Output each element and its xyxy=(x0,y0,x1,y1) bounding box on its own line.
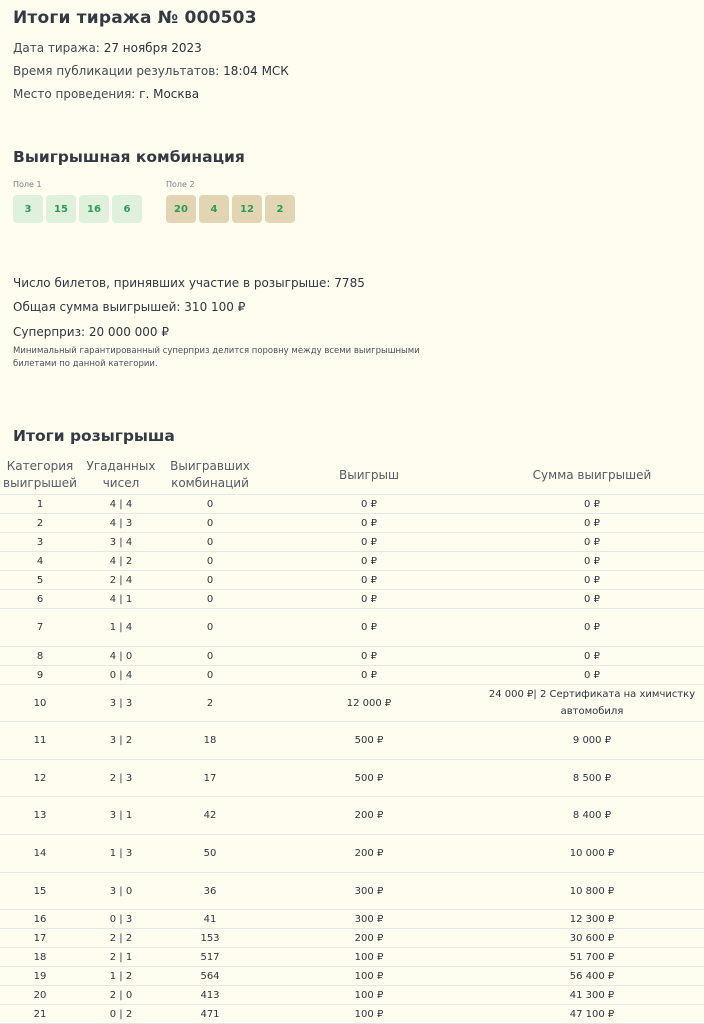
cell-guessed: 2 | 2 xyxy=(80,929,162,948)
cell-sum: 0 ₽ xyxy=(480,571,704,590)
results-body xyxy=(0,495,704,1024)
superprize-value: 20 000 000 ₽ xyxy=(88,325,169,339)
cell-guessed: 3 | 0 xyxy=(80,873,162,910)
cell-guessed: 0 | 4 xyxy=(80,666,162,685)
superprize-note: Минимальный гарантированный суперприз делится поровну между всеми выигрышными билетами по данной категории. xyxy=(13,346,420,369)
cell-guessed: 0 | 3 xyxy=(80,910,162,929)
cell-sum: 24 000 ₽| 2 Сертификата на химчистку автомобиля xyxy=(480,685,704,722)
cell-combinations: 564 xyxy=(162,967,258,986)
cell-sum: 0 ₽ xyxy=(480,514,704,533)
table-row xyxy=(0,986,704,1005)
cell-sum: 8 400 ₽ xyxy=(480,797,704,835)
field1-ball: 15 xyxy=(46,195,76,223)
table-row xyxy=(0,590,704,609)
cell-guessed: 4 | 2 xyxy=(80,552,162,571)
cell-category: 9 xyxy=(0,666,80,685)
cell-prize: 0 ₽ xyxy=(258,533,480,552)
draw-place-label: Место проведения: xyxy=(13,87,136,101)
cell-category: 13 xyxy=(0,797,80,835)
cell-sum: 30 600 ₽ xyxy=(480,929,704,948)
cell-combinations: 0 xyxy=(162,571,258,590)
tickets-count xyxy=(13,276,365,290)
table-row xyxy=(0,929,704,948)
cell-guessed: 4 | 0 xyxy=(80,647,162,666)
cell-prize: 100 ₽ xyxy=(258,948,480,967)
cell-category: 5 xyxy=(0,571,80,590)
cell-prize: 0 ₽ xyxy=(258,552,480,571)
header-combinations: Выигравших комбинаций xyxy=(162,456,258,495)
cell-prize: 0 ₽ xyxy=(258,666,480,685)
cell-prize: 100 ₽ xyxy=(258,1005,480,1024)
cell-category: 20 xyxy=(0,986,80,1005)
cell-combinations: 42 xyxy=(162,797,258,835)
field1-ball: 6 xyxy=(112,195,142,223)
cell-combinations: 0 xyxy=(162,609,258,647)
cell-sum: 41 300 ₽ xyxy=(480,986,704,1005)
cell-combinations: 0 xyxy=(162,514,258,533)
cell-combinations: 517 xyxy=(162,948,258,967)
cell-category: 15 xyxy=(0,873,80,910)
field2-ball: 12 xyxy=(232,195,262,223)
table-row xyxy=(0,797,704,835)
cell-sum: 0 ₽ xyxy=(480,552,704,571)
table-row xyxy=(0,647,704,666)
cell-guessed: 3 | 1 xyxy=(80,797,162,835)
cell-combinations: 0 xyxy=(162,495,258,514)
cell-combinations: 41 xyxy=(162,910,258,929)
field2-ball: 20 xyxy=(166,195,196,223)
cell-category: 4 xyxy=(0,552,80,571)
table-row xyxy=(0,514,704,533)
draw-date-label: Дата тиража: xyxy=(13,41,100,55)
table-row xyxy=(0,685,704,722)
cell-combinations: 36 xyxy=(162,873,258,910)
cell-guessed: 1 | 3 xyxy=(80,835,162,873)
cell-prize: 0 ₽ xyxy=(258,514,480,533)
cell-category: 6 xyxy=(0,590,80,609)
cell-combinations: 413 xyxy=(162,986,258,1005)
cell-category: 3 xyxy=(0,533,80,552)
cell-combinations: 0 xyxy=(162,533,258,552)
draw-place xyxy=(13,87,199,101)
cell-sum: 0 ₽ xyxy=(480,666,704,685)
cell-combinations: 471 xyxy=(162,1005,258,1024)
cell-prize: 300 ₽ xyxy=(258,910,480,929)
cell-guessed: 2 | 1 xyxy=(80,948,162,967)
cell-prize: 200 ₽ xyxy=(258,835,480,873)
cell-sum: 0 ₽ xyxy=(480,590,704,609)
superprize-label: Суперприз: xyxy=(13,325,86,339)
table-row xyxy=(0,835,704,873)
cell-prize: 0 ₽ xyxy=(258,590,480,609)
cell-sum: 56 400 ₽ xyxy=(480,967,704,986)
publish-time xyxy=(13,64,289,78)
cell-prize: 0 ₽ xyxy=(258,609,480,647)
header-prize: Выигрыш xyxy=(258,456,480,495)
cell-category: 8 xyxy=(0,647,80,666)
total-winnings-label: Общая сумма выигрышей: xyxy=(13,300,181,314)
cell-sum: 8 500 ₽ xyxy=(480,760,704,797)
publish-time-label: Время публикации результатов: xyxy=(13,64,220,78)
cell-guessed: 1 | 4 xyxy=(80,609,162,647)
table-row xyxy=(0,967,704,986)
cell-sum: 0 ₽ xyxy=(480,495,704,514)
draw-date xyxy=(13,41,202,55)
cell-sum: 0 ₽ xyxy=(480,647,704,666)
field1-ball: 3 xyxy=(13,195,43,223)
cell-combinations: 0 xyxy=(162,590,258,609)
table-row xyxy=(0,1005,704,1024)
results-table xyxy=(0,456,704,1024)
winning-combination-title: Выигрышная комбинация xyxy=(13,148,245,166)
publish-time-value: 18:04 МСК xyxy=(223,64,289,78)
table-row xyxy=(0,722,704,760)
cell-category: 18 xyxy=(0,948,80,967)
results-title: Итоги розыгрыша xyxy=(13,427,175,445)
cell-guessed: 1 | 2 xyxy=(80,967,162,986)
cell-guessed: 4 | 4 xyxy=(80,495,162,514)
field1-ball: 16 xyxy=(79,195,109,223)
table-row xyxy=(0,571,704,590)
cell-category: 21 xyxy=(0,1005,80,1024)
table-row xyxy=(0,666,704,685)
cell-category: 7 xyxy=(0,609,80,647)
cell-prize: 100 ₽ xyxy=(258,967,480,986)
cell-category: 12 xyxy=(0,760,80,797)
field1-label: Поле 1 xyxy=(13,180,42,189)
cell-prize: 0 ₽ xyxy=(258,647,480,666)
cell-prize: 200 ₽ xyxy=(258,797,480,835)
tickets-count-label: Число билетов, принявших участие в розыгрыше: xyxy=(13,276,331,290)
total-winnings-value: 310 100 ₽ xyxy=(184,300,246,314)
cell-category: 14 xyxy=(0,835,80,873)
cell-category: 2 xyxy=(0,514,80,533)
cell-combinations: 0 xyxy=(162,647,258,666)
cell-guessed: 3 | 4 xyxy=(80,533,162,552)
results-header-row xyxy=(0,456,704,495)
cell-combinations: 17 xyxy=(162,760,258,797)
cell-prize: 200 ₽ xyxy=(258,929,480,948)
cell-prize: 500 ₽ xyxy=(258,760,480,797)
cell-guessed: 2 | 3 xyxy=(80,760,162,797)
table-row xyxy=(0,495,704,514)
cell-sum: 10 000 ₽ xyxy=(480,835,704,873)
table-row xyxy=(0,552,704,571)
cell-sum: 12 300 ₽ xyxy=(480,910,704,929)
cell-category: 19 xyxy=(0,967,80,986)
cell-combinations: 0 xyxy=(162,666,258,685)
cell-combinations: 50 xyxy=(162,835,258,873)
cell-category: 16 xyxy=(0,910,80,929)
cell-guessed: 2 | 0 xyxy=(80,986,162,1005)
cell-sum: 47 100 ₽ xyxy=(480,1005,704,1024)
cell-combinations: 18 xyxy=(162,722,258,760)
cell-category: 11 xyxy=(0,722,80,760)
cell-prize: 0 ₽ xyxy=(258,495,480,514)
cell-prize: 300 ₽ xyxy=(258,873,480,910)
tickets-count-value: 7785 xyxy=(334,276,365,290)
cell-prize: 500 ₽ xyxy=(258,722,480,760)
cell-prize: 100 ₽ xyxy=(258,986,480,1005)
cell-sum: 10 800 ₽ xyxy=(480,873,704,910)
table-row xyxy=(0,910,704,929)
cell-prize: 12 000 ₽ xyxy=(258,685,480,722)
cell-sum: 51 700 ₽ xyxy=(480,948,704,967)
field2-label: Поле 2 xyxy=(166,180,195,189)
cell-guessed: 3 | 3 xyxy=(80,685,162,722)
cell-guessed: 3 | 2 xyxy=(80,722,162,760)
table-row xyxy=(0,533,704,552)
cell-guessed: 2 | 4 xyxy=(80,571,162,590)
cell-combinations: 2 xyxy=(162,685,258,722)
cell-combinations: 153 xyxy=(162,929,258,948)
field2-ball: 4 xyxy=(199,195,229,223)
superprize xyxy=(13,325,169,339)
draw-date-value: 27 ноября 2023 xyxy=(103,41,202,55)
cell-category: 17 xyxy=(0,929,80,948)
page-title: Итоги тиража № 000503 xyxy=(13,8,257,28)
draw-place-value: г. Москва xyxy=(139,87,200,101)
header-category: Категория выигрышей xyxy=(0,456,80,495)
total-winnings xyxy=(13,300,245,314)
cell-sum: 9 000 ₽ xyxy=(480,722,704,760)
cell-guessed: 4 | 1 xyxy=(80,590,162,609)
cell-prize: 0 ₽ xyxy=(258,571,480,590)
table-row xyxy=(0,760,704,797)
table-row xyxy=(0,873,704,910)
cell-guessed: 0 | 2 xyxy=(80,1005,162,1024)
cell-category: 10 xyxy=(0,685,80,722)
header-sum: Сумма выигрышей xyxy=(480,456,704,495)
table-row xyxy=(0,948,704,967)
header-guessed: Угаданных чисел xyxy=(80,456,162,495)
cell-category: 1 xyxy=(0,495,80,514)
table-row xyxy=(0,609,704,647)
cell-sum: 0 ₽ xyxy=(480,533,704,552)
field2-ball: 2 xyxy=(265,195,295,223)
cell-guessed: 4 | 3 xyxy=(80,514,162,533)
cell-sum: 0 ₽ xyxy=(480,609,704,647)
cell-combinations: 0 xyxy=(162,552,258,571)
